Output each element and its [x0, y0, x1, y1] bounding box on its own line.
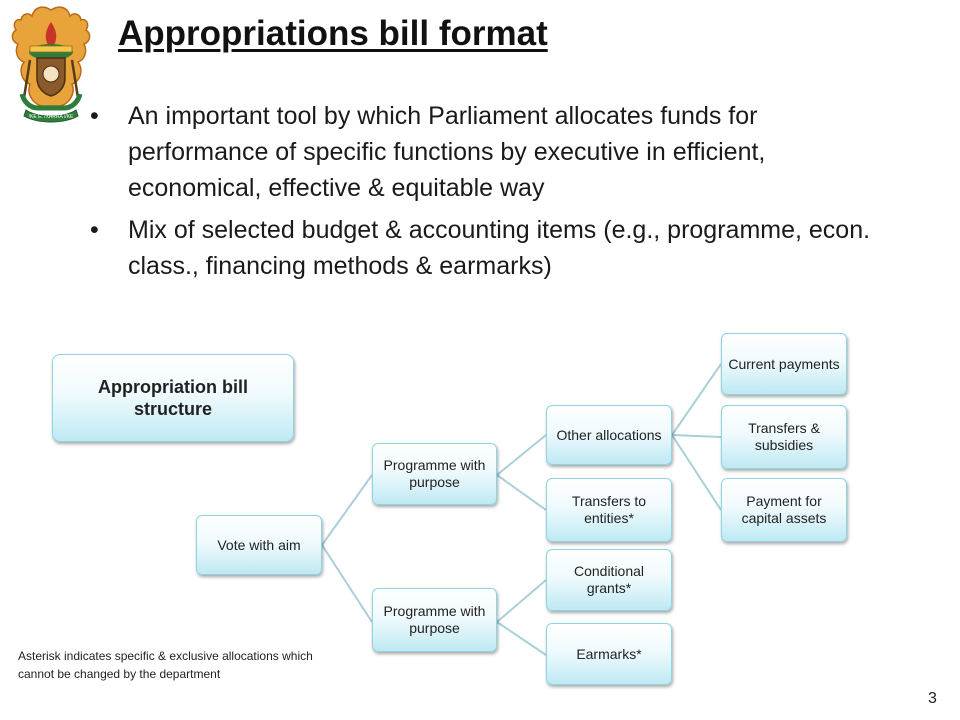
connector-other-transfers-subsidies [672, 435, 721, 437]
connector-programme1-transfers [497, 475, 546, 510]
transfers-to-entities-node [546, 478, 672, 542]
connector-other-current [672, 364, 721, 435]
bullet-text: Mix of selected budget & accounting items (e.g., programme, econ. class., financing methods & earmarks) [128, 216, 871, 280]
appropriation-bill-structure-label: Appropriation bill structure [98, 377, 248, 419]
payment-capital-assets-node [721, 478, 847, 542]
connector-vote-programme2 [322, 545, 372, 622]
payment-capital-assets-label: Payment for capital assets [741, 493, 827, 526]
bullet-icon: • [90, 102, 99, 130]
bullet-text: An important tool by which Parliament allocates funds for performance of specific functions by executive in efficient, economical, effective & equitable way [128, 102, 766, 202]
programme-with-purpose-node-1 [372, 443, 497, 505]
appropriation-bill-structure-box [52, 354, 294, 442]
page-number: 3 [928, 690, 937, 707]
coat-of-arms-motto: !KE E: /XARRA //KE [28, 114, 74, 120]
connector-programme1-other [497, 435, 546, 475]
connector-programme2-conditional [497, 580, 546, 622]
other-allocations-node [546, 405, 672, 465]
vote-with-aim-node [196, 515, 322, 575]
connector-other-capital [672, 435, 721, 510]
connector-programme2-earmarks [497, 622, 546, 655]
earmarks-label: Earmarks* [576, 645, 642, 662]
transfers-subsidies-node [721, 405, 847, 469]
page-title: Appropriations bill format [118, 14, 548, 53]
programme-with-purpose-label-1: Programme with purpose [383, 457, 486, 490]
footnote: Asterisk indicates specific & exclusive allocations which cannot be changed by the department [18, 649, 313, 681]
transfers-to-entities-label: Transfers to entities* [571, 493, 647, 526]
vote-with-aim-label: Vote with aim [217, 536, 301, 553]
current-payments-node [721, 333, 847, 395]
bullet-icon: • [90, 216, 99, 244]
current-payments-label: Current payments [728, 355, 840, 372]
programme-with-purpose-label-2: Programme with purpose [383, 603, 486, 636]
earmarks-node [546, 623, 672, 685]
conditional-grants-label: Conditional grants* [573, 563, 645, 596]
conditional-grants-node [546, 549, 672, 611]
other-allocations-label: Other allocations [556, 426, 662, 443]
transfers-subsidies-label: Transfers & subsidies [748, 420, 820, 453]
connector-vote-programme1 [322, 475, 372, 545]
programme-with-purpose-node-2 [372, 588, 497, 652]
